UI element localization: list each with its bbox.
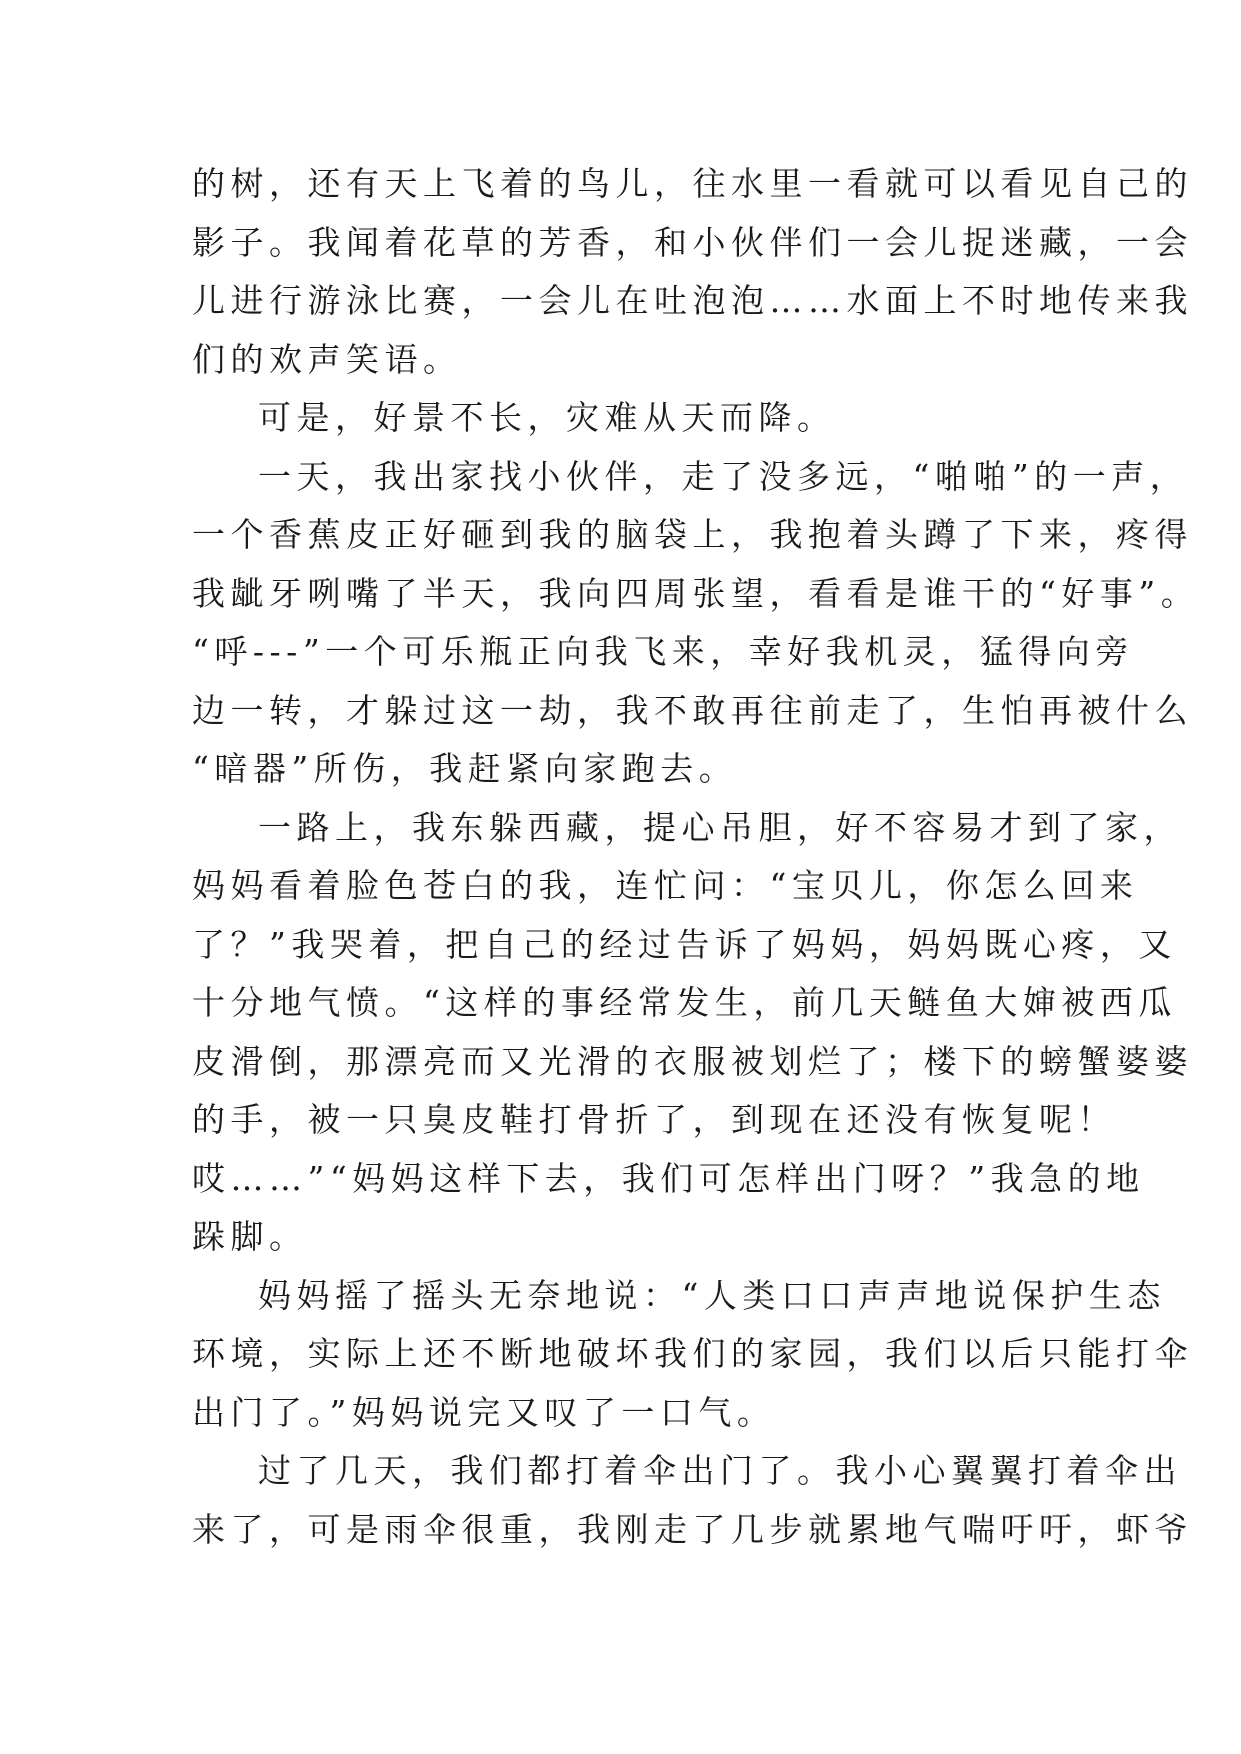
text-line: 了？”我哭着，把自己的经过告诉了妈妈，妈妈既心疼，又 [192, 924, 1177, 964]
text-line: 一个香蕉皮正好砸到我的脑袋上，我抱着头蹲了下来，疼得 [192, 515, 1193, 554]
text-line: 的树，还有天上飞着的鸟儿，往水里一看就可以看见自己的 [192, 164, 1193, 203]
text-line: “暗器”所伤，我赶紧向家跑去。 [192, 749, 738, 788]
text-line: 边一转，才躲过这一劫，我不敢再往前走了，生怕再被什么 [192, 690, 1193, 730]
text-line: 可是，好景不长，灾难从天而降。 [258, 398, 836, 437]
text-line: 皮滑倒，那漂亮而又光滑的衣服被划烂了；楼下的螃蟹婆婆 [192, 1041, 1193, 1081]
text-line: 环境，实际上还不断地破坏我们的家园，我们以后只能打伞 [192, 1334, 1193, 1373]
text-line: 过了几天，我们都打着伞出门了。我小心翼翼打着伞出 [258, 1451, 1182, 1490]
text-line: 儿进行游泳比赛，一会儿在吐泡泡……水面上不时地传来我 [192, 281, 1193, 320]
text-line: 的手，被一只臭皮鞋打骨折了，到现在还没有恢复呢！ [192, 1100, 1116, 1139]
text-body [192, 155, 1200, 1559]
text-line: 们的欢声笑语。 [192, 339, 462, 379]
text-line: 妈妈看着脸色苍白的我，连忙问：“宝贝儿，你怎么回来 [192, 866, 1139, 905]
text-line: 妈妈摇了摇头无奈地说：“人类口口声声地说保护生态 [258, 1275, 1166, 1315]
text-line: 十分地气愤。“这样的事经常发生，前几天鲢鱼大婶被西瓜 [192, 983, 1177, 1022]
text-line: 影子。我闻着花草的芳香，和小伙伴们一会儿捉迷藏，一会 [192, 222, 1193, 262]
text-line: 我龇牙咧嘴了半天，我向四周张望，看看是谁干的“好事”。 [192, 573, 1200, 613]
text-line: 出门了。”妈妈说完又叹了一口气。 [192, 1392, 776, 1432]
text-line: 跺脚。 [192, 1217, 308, 1256]
text-line: 一天，我出家找小伙伴，走了没多远，“啪啪”的一声， [258, 456, 1189, 496]
text-line: 来了，可是雨伞很重，我刚走了几步就累地气喘吁吁，虾爷 [192, 1509, 1193, 1549]
text-line: 一路上，我东躲西藏，提心吊胆，好不容易才到了家， [258, 807, 1182, 847]
text-line: 哎……”“妈妈这样下去，我们可怎样出门呀？”我急的地 [192, 1158, 1145, 1198]
text-line: “呼---”一个可乐瓶正向我飞来，幸好我机灵，猛得向旁 [192, 632, 1134, 671]
